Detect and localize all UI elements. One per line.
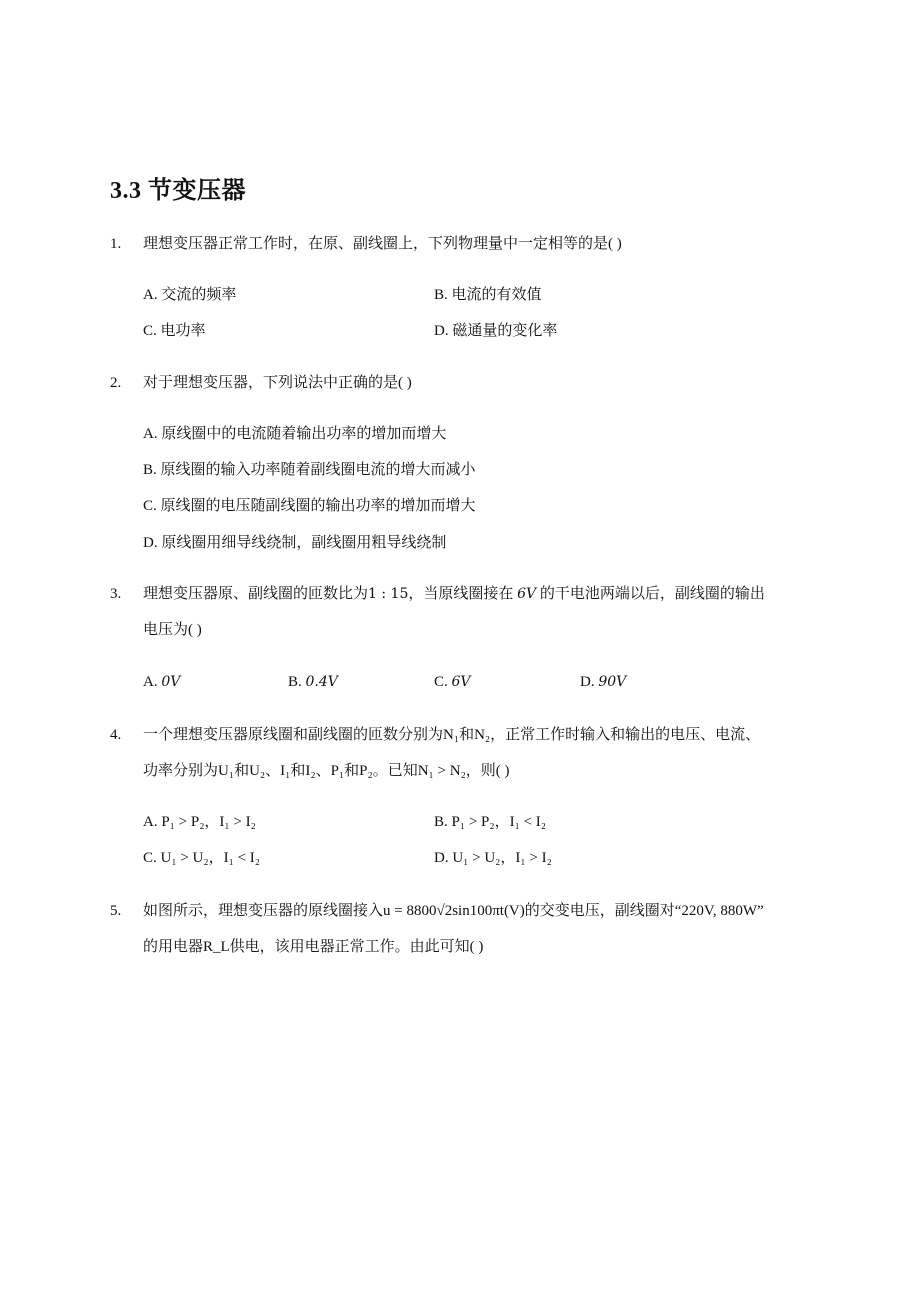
question-number: 4. (110, 727, 122, 743)
option-b (288, 672, 338, 692)
option-label: A. (143, 674, 158, 690)
option-d (580, 672, 626, 692)
option-d: D. 磁通量的变化率 (434, 323, 558, 339)
question-4 (110, 717, 810, 789)
option-b: B. 电流的有效值 (434, 287, 542, 303)
option-value: 90V (598, 674, 627, 690)
option-c: C. 原线圈的电压随副线圈的输出功率的增加而增大 (143, 498, 476, 514)
option-b: B. 原线圈的输入功率随着副线圈电流的增大而减小 (143, 462, 476, 478)
option-c (434, 672, 471, 692)
question-line-2: 功率分别为U₁和U₂、I₁和I₂、P₁和P₂。已知N₁ > N₂，则( ) (143, 763, 510, 779)
question-number: 3. (110, 586, 122, 602)
option-d: D. U₁ > U₂，I₁ > I₂ (434, 850, 552, 866)
question-text-part: ，当原线圈接在 (408, 586, 518, 602)
question-line-1: 一个理想变压器原线圈和副线圈的匝数分别为N₁和N₂，正常工作时输入和输出的电压、电流、 (143, 727, 761, 743)
option-label: B. (288, 674, 302, 690)
page-title: 3.3 节变压器 (110, 178, 246, 204)
question-text: 理想变压器正常工作时，在原、副线圈上，下列物理量中一定相等的是( ) (143, 236, 622, 252)
option-a: A. 交流的频率 (143, 287, 237, 303)
question-5 (110, 893, 830, 965)
option-a (143, 672, 180, 692)
question-text (143, 893, 830, 965)
option-d: D. 原线圈用细导线绕制，副线圈用粗导线绕制 (143, 535, 447, 551)
option-b: B. P₁ > P₂，I₁ < I₂ (434, 814, 547, 830)
option-c: C. 电功率 (143, 323, 206, 339)
question-text-part: 理想变压器原、副线圈的匝数比为 (143, 586, 369, 602)
option-a: A. P₁ > P₂，I₁ > I₂ (143, 814, 256, 830)
option-value: 6V (451, 674, 471, 690)
question-text: 对于理想变压器，下列说法中正确的是( ) (143, 375, 412, 391)
question-1 (110, 226, 810, 262)
question-text-part: 电压为( ) (143, 622, 202, 638)
question-line-1: 如图所示，理想变压器的原线圈接入u = 8800√2sin100πt(V)的交变电压，副线圈对“220V, 880W” (143, 903, 764, 919)
question-3 (110, 576, 810, 648)
option-label: C. (434, 674, 448, 690)
question-number: 2. (110, 375, 122, 391)
question-number: 1. (110, 236, 122, 252)
question-line-2: 的用电器R_L供电，该用电器正常工作。由此可知( ) (143, 939, 484, 955)
question-2 (110, 365, 810, 401)
question-number: 5. (110, 903, 122, 919)
option-label: D. (580, 674, 595, 690)
turns-ratio: 1 : 15 (368, 586, 409, 602)
option-value: 0.4V (305, 674, 338, 690)
question-text (143, 576, 810, 648)
battery-voltage: 6V (517, 586, 537, 602)
question-text-part: 的干电池两端以后，副线圈的输出 (536, 586, 765, 602)
option-c: C. U₁ > U₂，I₁ < I₂ (143, 850, 260, 866)
option-value: 0V (161, 674, 181, 690)
option-a: A. 原线圈中的电流随着输出功率的增加而增大 (143, 426, 447, 442)
question-text (143, 717, 810, 789)
